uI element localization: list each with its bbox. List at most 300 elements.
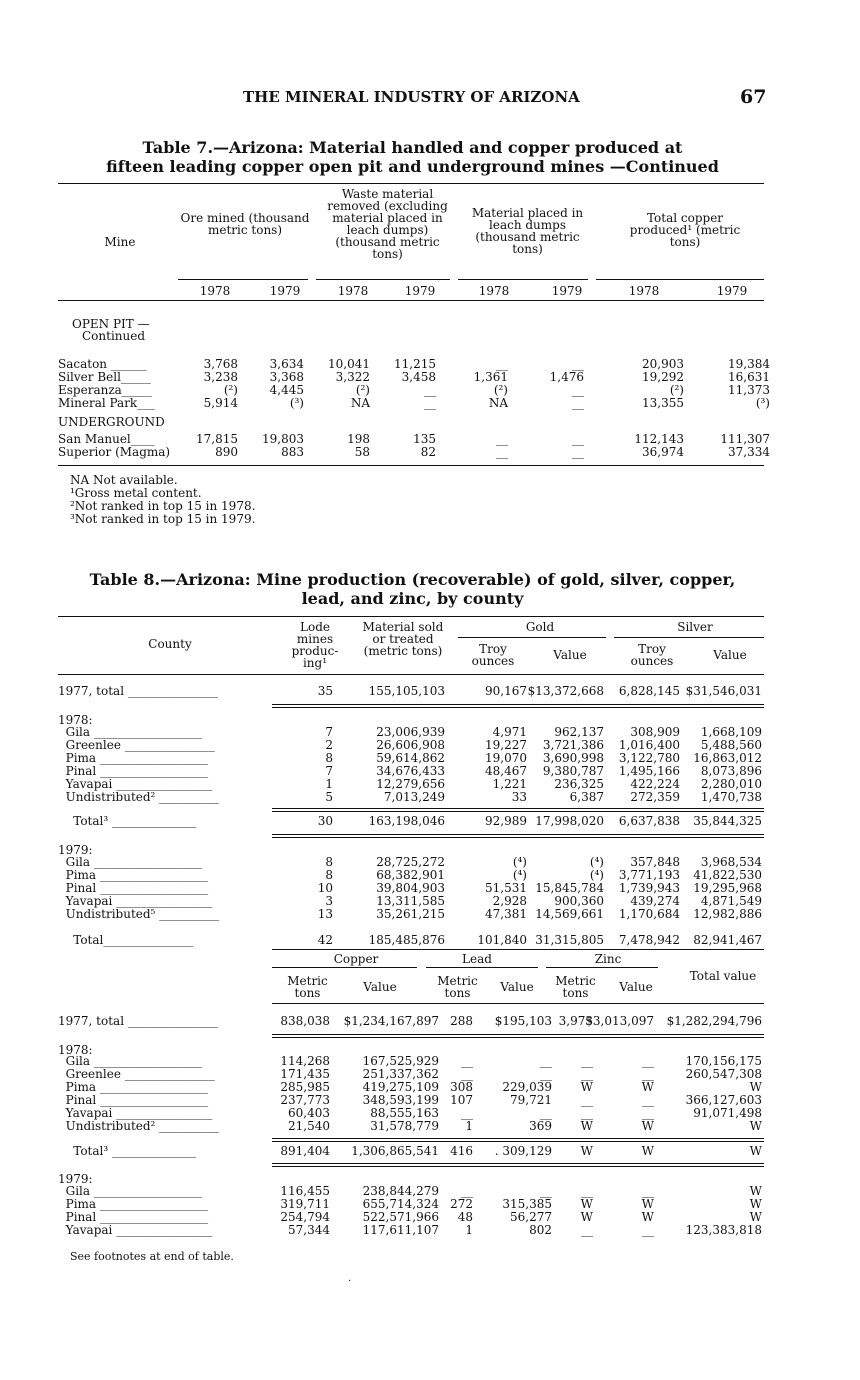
- table8-cell: 272,359: [630, 790, 680, 804]
- table8-row-label: Yavapai ________________: [58, 894, 213, 908]
- table8-footer-note: See footnotes at end of table.: [70, 1250, 234, 1263]
- table8-row-label: Gila __________________: [58, 1184, 202, 1198]
- table8-cell: $3,013,097: [585, 1014, 654, 1028]
- table8-cell: __: [642, 1184, 654, 1198]
- table7-mine: Silver Bell_____: [58, 370, 151, 384]
- table7-cell: 82: [420, 445, 436, 459]
- table8-cell: 229,039: [502, 1080, 552, 1094]
- table8-cell: 57,344: [288, 1223, 330, 1237]
- table8-year-heading: 1979:: [58, 843, 93, 857]
- table7-cell: 19,384: [728, 357, 770, 371]
- table7-year: 1978: [478, 284, 510, 298]
- table8-cell: 48: [457, 1210, 473, 1224]
- table8-col-silver: Silver: [677, 620, 713, 634]
- table8-cell: 891,404: [280, 1144, 330, 1158]
- table7-title: [60, 138, 765, 176]
- table8-cell: __: [642, 1067, 654, 1081]
- table8-cell: __: [581, 1093, 593, 1107]
- table7-year: 1979: [269, 284, 301, 298]
- table8-cell: 6,637,838: [618, 814, 680, 828]
- table8-row-label: Gila __________________: [58, 1054, 202, 1068]
- table8-cell: 13: [317, 907, 333, 921]
- table8-col-value: Value: [553, 648, 587, 662]
- table7-cell: 3,368: [269, 370, 304, 384]
- table8-double-rule: [272, 834, 764, 838]
- table8-cell: W: [749, 1080, 762, 1094]
- table8-cell: 48,467: [485, 764, 527, 778]
- table8-cell: __: [581, 1106, 593, 1120]
- table8-cell: 17,998,020: [535, 814, 604, 828]
- table8-cell: 838,038: [280, 1014, 330, 1028]
- table8-row-label: Pima __________________: [58, 1080, 208, 1094]
- table7-cell: 10,041: [328, 357, 370, 371]
- table8-cell: 19,295,968: [693, 881, 762, 895]
- table8-cell: 1,170,684: [618, 907, 680, 921]
- table8-double-rule: [272, 1163, 764, 1167]
- table7-section-underground: UNDERGROUND: [58, 415, 165, 429]
- table8-cell: 8: [325, 751, 333, 765]
- table7-cell: NA: [488, 396, 508, 410]
- table8-year-heading: 1978:: [58, 1043, 93, 1057]
- table8-cell: 167,525,929: [362, 1054, 439, 1068]
- table8-row-label: Pinal __________________: [58, 1093, 209, 1107]
- table8-cell: 19,070: [485, 751, 527, 765]
- table8-cell: 1,470,738: [700, 790, 762, 804]
- table8-cell: 1,306,865,541: [351, 1144, 439, 1158]
- table8-part2-top-rule: [272, 949, 764, 950]
- table7-cell: 111,307: [720, 432, 770, 446]
- table7-cell: 11,373: [728, 383, 770, 397]
- table7-open-pit-rows: [58, 358, 770, 410]
- table7-cell: (³): [289, 396, 304, 410]
- table8-cell: 5,488,560: [700, 738, 762, 752]
- table7-cell: 135: [413, 432, 436, 446]
- table7-mine: San Manuel____: [58, 432, 155, 446]
- table8-lead-rule: [426, 967, 538, 968]
- table8-cell: 90,167: [485, 684, 527, 698]
- table8-cell: 3,973: [558, 1014, 593, 1028]
- table8-cell: 12,982,886: [693, 907, 762, 921]
- table8-cell: 101,840: [477, 933, 527, 947]
- table8-cell: 238,844,279: [362, 1184, 439, 1198]
- table8-col-zinc: Zinc: [594, 952, 622, 966]
- table8-col-gold: Gold: [525, 620, 555, 634]
- table8-cell: 237,773: [280, 1093, 330, 1107]
- table7-mine: Mineral Park___: [58, 396, 156, 410]
- table7-cell: 112,143: [634, 432, 684, 446]
- table8-double-rule: [272, 808, 764, 812]
- table8-col-lead: Lead: [462, 952, 492, 966]
- table8-row-label: Undistributed² __________: [58, 1119, 220, 1133]
- table8-cell: W: [641, 1197, 654, 1211]
- table8-cell: 348,593,199: [362, 1093, 439, 1107]
- table8-double-rule: [272, 1138, 764, 1142]
- table8-cell: W: [641, 1119, 654, 1133]
- table8-row-label: Pima __________________: [58, 868, 208, 882]
- table7-cell: __: [496, 357, 508, 371]
- table7-cell: 16,631: [728, 370, 770, 384]
- table8-row-label: Yavapai ________________: [58, 1223, 213, 1237]
- table8-row-label: Pima __________________: [58, 1197, 208, 1211]
- table8-part2-header-bottom-rule: [272, 1003, 764, 1004]
- table8-row-label: Pinal __________________: [58, 881, 209, 895]
- table8-cell: 35,261,215: [376, 907, 445, 921]
- table7-cell: 3,768: [203, 357, 238, 371]
- table8-cell: 56,277: [510, 1210, 552, 1224]
- table8-col-value: Value: [619, 980, 653, 994]
- table8-cell: W: [580, 1080, 593, 1094]
- table8-cell: 21,540: [288, 1119, 330, 1133]
- table8-col-troy: Troy ounces: [471, 642, 515, 668]
- table8-top-rule: [58, 616, 764, 617]
- table7-cell: 5,914: [203, 396, 238, 410]
- table8-cell: 59,614,862: [376, 751, 445, 765]
- table8-cell: 272: [450, 1197, 473, 1211]
- table8-year-heading: 1979:: [58, 1172, 93, 1186]
- table8-row-label: 1977, total _______________: [58, 684, 218, 698]
- table8-col-value: Value: [713, 648, 747, 662]
- table8-cell: 82,941,467: [693, 933, 762, 947]
- table8-cell: 4,871,549: [700, 894, 762, 908]
- table8-cell: 114,268: [280, 1054, 330, 1068]
- table7-cell: __: [572, 357, 584, 371]
- table7-year: 1979: [716, 284, 748, 298]
- table8-cell: W: [749, 1119, 762, 1133]
- table8-cell: 88,555,163: [370, 1106, 439, 1120]
- page-number: 67: [740, 86, 767, 108]
- table8-col-material: Material sold or treated (metric tons): [362, 620, 444, 658]
- table8-cell: 19,227: [485, 738, 527, 752]
- table7-mine: Sacaton ______: [58, 357, 147, 371]
- table8-cell: __: [461, 1067, 473, 1081]
- table8-cell: 3,771,193: [618, 868, 680, 882]
- table7-title-line2: fifteen leading copper open pit and underground mines —Continued: [106, 157, 719, 176]
- table7-cell: __: [572, 383, 584, 397]
- table8-silver-rule: [614, 637, 764, 638]
- table7-cell: 58: [354, 445, 370, 459]
- table8-cell: W: [580, 1210, 593, 1224]
- table7-cell: __: [496, 432, 508, 446]
- table8-cell: 3,690,998: [542, 751, 604, 765]
- table7-cell: __: [572, 396, 584, 410]
- table7-cell: 19,292: [642, 370, 684, 384]
- table8-row-label: Undistributed² __________: [58, 790, 220, 804]
- table7-year: 1979: [404, 284, 436, 298]
- table8-cell: 1,016,400: [618, 738, 680, 752]
- table-row: [58, 371, 770, 384]
- table8-cell: 1,221: [492, 777, 527, 791]
- table8-cell: 185,485,876: [368, 933, 445, 947]
- table8-row-label: Greenlee _______________: [58, 1067, 215, 1081]
- table8-cell: 39,804,903: [376, 881, 445, 895]
- table7-cell: __: [496, 445, 508, 459]
- table8-cell: 79,721: [510, 1093, 552, 1107]
- table7-subrule-4: [596, 279, 764, 280]
- table7-underground-rows: [58, 433, 770, 459]
- table8-cell: __: [540, 1106, 552, 1120]
- table7-cell: 3,322: [335, 370, 370, 384]
- table8-cell: 34,676,433: [376, 764, 445, 778]
- table7-col-leach: Material placed in leach dumps (thousand metric tons): [471, 206, 584, 256]
- table8-cell: 260,547,308: [685, 1067, 762, 1081]
- table7-header-bottom-rule: [58, 300, 764, 301]
- table7-section-open-pit-cont: Continued: [82, 329, 146, 343]
- table8-cell: 28,725,272: [376, 855, 445, 869]
- table7-section-open-pit: OPEN PIT —: [72, 317, 150, 331]
- table7-col-waste: Waste material removed (excluding material placed in leach dumps) (thousand metric tons): [327, 187, 448, 261]
- table8-cell: 30: [317, 814, 333, 828]
- table8-cell: 1,495,166: [618, 764, 680, 778]
- table7-cell: (²): [223, 383, 238, 397]
- table8-cell: $1,282,294,796: [666, 1014, 762, 1028]
- table8-cell: W: [749, 1197, 762, 1211]
- table7-cell: 3,238: [203, 370, 238, 384]
- table8-row-label: Total³ ______________: [58, 1144, 196, 1158]
- table8-title-line2: lead, and zinc, by county: [301, 589, 524, 608]
- table8-row-label: Pima __________________: [58, 751, 208, 765]
- table8-cell: 15,845,784: [535, 881, 604, 895]
- table7-cell: __: [572, 432, 584, 446]
- table8-cell: 7,478,942: [618, 933, 680, 947]
- table8-cell: 1,668,109: [700, 725, 762, 739]
- table8-cell: 369: [529, 1119, 552, 1133]
- table7-cell: __: [572, 445, 584, 459]
- table8-cell: 26,606,908: [376, 738, 445, 752]
- table7-footnote: NA Not available.: [70, 473, 178, 487]
- table7-col-ore: Ore mined (thousand metric tons): [180, 211, 310, 237]
- table8-row-label: Gila __________________: [58, 855, 202, 869]
- table8-cell: 422,224: [630, 777, 680, 791]
- table8-cell: 319,711: [280, 1197, 330, 1211]
- table7-cell: 37,334: [728, 445, 770, 459]
- table7-cell: __: [424, 396, 436, 410]
- table8-cell: 6,828,145: [618, 684, 680, 698]
- table8-cell: 14,569,661: [535, 907, 604, 921]
- table8-cell: 47,381: [485, 907, 527, 921]
- table8-col-troy: Troy ounces: [630, 642, 674, 668]
- table7-bottom-rule: [58, 465, 764, 466]
- table7-year: 1978: [199, 284, 231, 298]
- table7-cell: 1,361: [473, 370, 508, 384]
- table8-col-value: Value: [500, 980, 534, 994]
- table8-cell: 116,455: [280, 1184, 330, 1198]
- table8-cell: (⁴): [589, 855, 604, 869]
- table7-cell: 20,903: [642, 357, 684, 371]
- table8-cell: __: [581, 1054, 593, 1068]
- table8-copper-rule: [272, 967, 417, 968]
- table8-cell: 68,382,901: [376, 868, 445, 882]
- table8-cell: $195,103: [494, 1014, 552, 1028]
- table7-cell: 3,458: [401, 370, 436, 384]
- table8-title: [60, 570, 765, 608]
- table8-cell: 3: [325, 894, 333, 908]
- table8-cell: W: [641, 1144, 654, 1158]
- table8-col-total-value: Total value: [689, 969, 757, 983]
- table7-cell: 890: [215, 445, 238, 459]
- table7-cell: 4,445: [269, 383, 304, 397]
- table8-cell: 308: [450, 1080, 473, 1094]
- table7-title-line1: Table 7.—Arizona: Material handled and copper produced at: [142, 138, 683, 157]
- table8-row-label: Yavapai ________________: [58, 777, 213, 791]
- table8-cell: 419,275,109: [362, 1080, 439, 1094]
- table8-col-metric: Metric tons: [437, 974, 478, 1000]
- table8-cell: 236,325: [554, 777, 604, 791]
- table8-cell: (⁴): [589, 868, 604, 882]
- table8-cell: W: [641, 1210, 654, 1224]
- running-title: THE MINERAL INDUSTRY OF ARIZONA: [243, 88, 580, 106]
- table7-cell: NA: [350, 396, 370, 410]
- table7-cell: 3,634: [269, 357, 304, 371]
- table8-cell: 35,844,325: [693, 814, 762, 828]
- table7-subrule-2: [316, 279, 450, 280]
- table8-cell: 3,721,386: [542, 738, 604, 752]
- table8-cell: 2,280,010: [700, 777, 762, 791]
- table8-cell: 962,137: [554, 725, 604, 739]
- table7-top-rule: [58, 183, 764, 184]
- table8-cell: 357,848: [630, 855, 680, 869]
- table8-row-label: Gila __________________: [58, 725, 202, 739]
- table7-cell: 17,815: [196, 432, 238, 446]
- table8-cell: __: [642, 1054, 654, 1068]
- table8-cell: 439,274: [630, 894, 680, 908]
- table8-cell: 416: [450, 1144, 473, 1158]
- table8-col-copper: Copper: [333, 952, 379, 966]
- table8-row-label: Total³ ______________: [58, 814, 196, 828]
- table7-cell: __: [424, 383, 436, 397]
- table8-header-bottom-rule: [58, 674, 764, 675]
- table8-col-metric: Metric tons: [555, 974, 596, 1000]
- table8-cell: 92,989: [485, 814, 527, 828]
- table8-cell: 3,122,780: [618, 751, 680, 765]
- table8-cell: 12,279,656: [376, 777, 445, 791]
- table8-year-heading: 1978:: [58, 713, 93, 727]
- table8-col-value: Value: [363, 980, 397, 994]
- table7-year: 1978: [337, 284, 369, 298]
- table7-cell: 198: [347, 432, 370, 446]
- table8-cell: __: [540, 1067, 552, 1081]
- table8-col-lode: Lode mines produc- ing¹: [291, 620, 339, 670]
- table8-row-label: Undistributed⁵ __________: [58, 907, 220, 921]
- table8-cell: 8,073,896: [700, 764, 762, 778]
- table-row: [58, 446, 770, 459]
- table8-cell: 308,909: [630, 725, 680, 739]
- table8-cell: __: [581, 1223, 593, 1237]
- table8-cell: 1: [465, 1119, 473, 1133]
- table8-cell: 7: [325, 725, 333, 739]
- table8-cell: __: [642, 1093, 654, 1107]
- table7-footnote: ³Not ranked in top 15 in 1979.: [70, 512, 256, 526]
- table8-cell: 170,156,175: [685, 1054, 762, 1068]
- table7-cell: (²): [493, 383, 508, 397]
- table8-cell: 655,714,324: [362, 1197, 439, 1211]
- table8-cell: 1: [465, 1223, 473, 1237]
- table8-cell: __: [581, 1184, 593, 1198]
- table8-double-rule: [272, 1034, 764, 1038]
- table8-cell: 35: [317, 684, 333, 698]
- table8-cell: 10: [317, 881, 333, 895]
- table-row: [58, 397, 770, 410]
- table7-cell: (²): [355, 383, 370, 397]
- table8-cell: 41,822,530: [693, 868, 762, 882]
- table8-zinc-rule: [546, 967, 658, 968]
- table8-cell: W: [749, 1144, 762, 1158]
- table8-cell: 900,360: [554, 894, 604, 908]
- table8-cell: __: [540, 1184, 552, 1198]
- table8-cell: 3,968,534: [700, 855, 762, 869]
- table7-cell: 883: [281, 445, 304, 459]
- table8-cell: 33: [511, 790, 527, 804]
- table8-cell: 51,531: [485, 881, 527, 895]
- table8-cell: 155,105,103: [368, 684, 445, 698]
- table8-cell: __: [540, 1054, 552, 1068]
- table8-cell: 2: [325, 738, 333, 752]
- table8-cell: 171,435: [280, 1067, 330, 1081]
- table8-cell: $13,372,668: [527, 684, 604, 698]
- table8-cell: 16,863,012: [693, 751, 762, 765]
- table8-cell: 5: [325, 790, 333, 804]
- table8-cell: 117,611,107: [362, 1223, 439, 1237]
- table7-footnote: ²Not ranked in top 15 in 1978.: [70, 499, 256, 513]
- table8-row-label: Yavapai ________________: [58, 1106, 213, 1120]
- table8-col-metric: Metric tons: [287, 974, 328, 1000]
- table7-mine: Superior (Magma): [58, 445, 171, 459]
- table8-cell: $1,234,167,897: [343, 1014, 439, 1028]
- table7-cell: (³): [755, 396, 770, 410]
- table8-cell: 60,403: [288, 1106, 330, 1120]
- table7-mine: Esperanza_____: [58, 383, 152, 397]
- table8-cell: 9,380,787: [542, 764, 604, 778]
- table7-cell: 1,476: [549, 370, 584, 384]
- table8-row-label: Greenlee _______________: [58, 738, 215, 752]
- table8-double-rule: [272, 704, 764, 708]
- table8-cell: 315,385: [502, 1197, 552, 1211]
- table7-col-mine: Mine: [104, 235, 136, 249]
- table8-row-label: Total_______________: [58, 933, 194, 947]
- table8-row-label: Pinal __________________: [58, 1210, 209, 1224]
- table7-cell: 19,803: [262, 432, 304, 446]
- table7-subrule-3: [458, 279, 588, 280]
- table7-year: 1978: [628, 284, 660, 298]
- table8-cell: 1: [325, 777, 333, 791]
- table8-cell: 285,985: [280, 1080, 330, 1094]
- table8-cell: $31,546,031: [685, 684, 762, 698]
- table8-cell: __: [461, 1184, 473, 1198]
- table8-cell: __: [642, 1106, 654, 1120]
- table8-cell: . 309,129: [494, 1144, 552, 1158]
- table8-cell: __: [642, 1223, 654, 1237]
- table8-title-line1: Table 8.—Arizona: Mine production (recoverable) of gold, silver, copper,: [89, 570, 736, 589]
- table8-cell: 8: [325, 855, 333, 869]
- table8-cell: 123,383,818: [685, 1223, 762, 1237]
- table8-cell: 7,013,249: [383, 790, 445, 804]
- stray-mark: ·: [348, 1276, 352, 1287]
- table8-cell: 7: [325, 764, 333, 778]
- table7-cell: 13,355: [642, 396, 684, 410]
- table8-row-label: Pinal __________________: [58, 764, 209, 778]
- table8-cell: W: [580, 1197, 593, 1211]
- table8-cell: W: [749, 1210, 762, 1224]
- table8-cell: 31,315,805: [535, 933, 604, 947]
- table8-cell: 254,794: [280, 1210, 330, 1224]
- table8-cell: 1,739,943: [618, 881, 680, 895]
- table8-cell: 31,578,779: [370, 1119, 439, 1133]
- table8-cell: 366,127,603: [685, 1093, 762, 1107]
- table8-cell: (⁴): [512, 868, 527, 882]
- table8-cell: 42: [317, 933, 333, 947]
- table8-cell: 251,337,362: [362, 1067, 439, 1081]
- table8-cell: 802: [529, 1223, 552, 1237]
- table8-cell: 13,311,585: [376, 894, 445, 908]
